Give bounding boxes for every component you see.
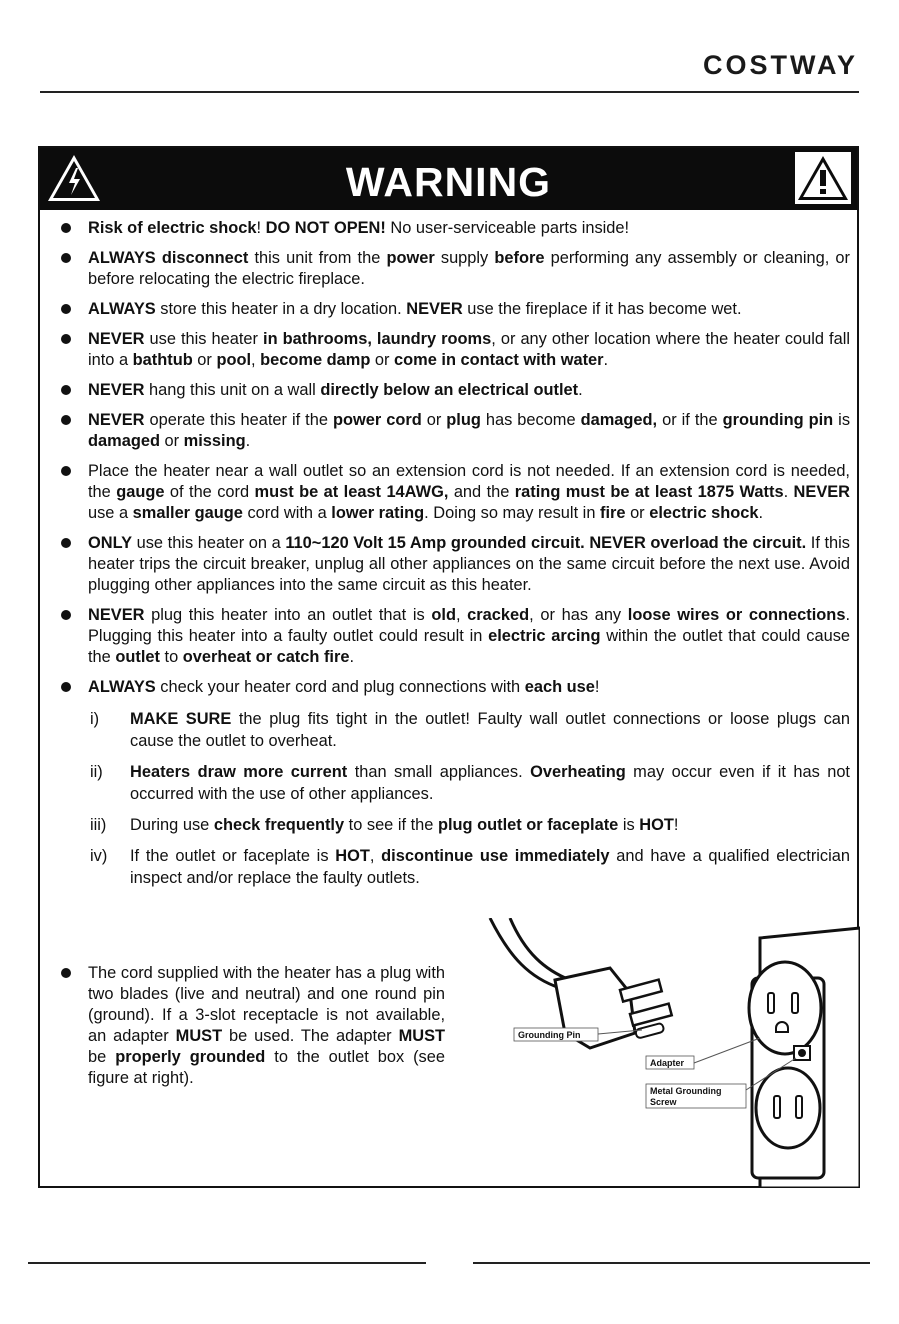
- sub-list-item: ii) Heaters draw more current than small appliances. Overheating may occur even if it has not occurred with the use of other appliances.: [90, 763, 850, 803]
- list-item: NEVER use this heater in bathrooms, laundry rooms, or any other location where the heater could fall into a bathtub or pool, become damp or come in contact with water.: [50, 329, 850, 371]
- sub-item-number: i): [90, 710, 100, 728]
- list-item: ALWAYS disconnect this unit from the power supply before performing any assembly or cleaning, or before relocating the electric fireplace.: [50, 248, 850, 290]
- bullet-icon: [61, 415, 71, 425]
- bullet-icon: [61, 334, 71, 344]
- bullet-icon: [61, 223, 71, 233]
- sub-list-item: iv) If the outlet or faceplate is HOT, discontinue use immediately and have a qualified electrician inspect and/or replace the faulty outlets.: [90, 847, 850, 887]
- metal-grounding-label: Metal Grounding: [650, 1086, 722, 1096]
- list-item: NEVER operate this heater if the power cord or plug has become damaged, or if the grounding pin is damaged or missing.: [50, 410, 850, 452]
- sub-list-item: iii) During use check frequently to see if the plug outlet or faceplate is HOT!: [90, 816, 679, 834]
- list-item: The cord supplied with the heater has a plug with two blades (live and neutral) and one round pin (ground). If a 3-slot receptacle is not available, an adapter MUST be used. The adapter MUST be properly grounded to the outlet box (see figure at right).: [50, 963, 445, 1089]
- bullet-icon: [61, 253, 71, 263]
- bullet-icon: [61, 538, 71, 548]
- bullet-icon: [61, 610, 71, 620]
- grounding-pin-label: Grounding Pin: [518, 1030, 581, 1040]
- list-item: Place the heater near a wall outlet so an extension cord is not needed. If an extension cord is needed, the gauge of the cord must be at least 14AWG, and the rating must be at least 1875 Watts. NEVER use a smaller gauge cord with a lower rating. Doing so may result in fire or electric shock.: [50, 461, 850, 524]
- list-item: Risk of electric shock! DO NOT OPEN! No user-serviceable parts inside!: [50, 218, 850, 239]
- brand-logo: COSTWAY: [702, 50, 858, 80]
- warning-title: WARNING: [345, 159, 552, 205]
- sub-item-number: iii): [90, 816, 107, 834]
- sub-item-number: iv): [90, 847, 108, 865]
- sub-list-item: i) MAKE SURE the plug fits tight in the outlet! Faulty wall outlet connections or loose plugs can cause the outlet to overheat.: [90, 710, 851, 750]
- warning-list: [50, 218, 850, 889]
- bullet-icon: [61, 968, 71, 978]
- sub-item-number: ii): [90, 763, 103, 781]
- screw-label: Screw: [650, 1097, 677, 1107]
- bullet-icon: [61, 682, 71, 692]
- adapter-label: Adapter: [650, 1058, 685, 1068]
- list-item: NEVER hang this unit on a wall directly below an electrical outlet.: [50, 380, 850, 401]
- list-item: ONLY use this heater on a 110~120 Volt 15 Amp grounded circuit. NEVER overload the circuit. If this heater trips the circuit breaker, unplug all other appliances on the same circuit before the next use. Avoid plugging other appliances into the same circuit as this heater.: [50, 533, 850, 596]
- warning-banner: [40, 148, 857, 210]
- bullet-icon: [61, 304, 71, 314]
- list-item: NEVER plug this heater into an outlet that is old, cracked, or has any loose wires or connections. Plugging this heater into a faulty outlet could result in electric arcing within the outlet that could cause the outlet to overheat or catch fire.: [50, 605, 850, 668]
- footer-divider-right: [473, 1262, 870, 1264]
- header-divider: [40, 91, 859, 93]
- warning-panel: [38, 146, 859, 1188]
- bullet-icon: [61, 466, 71, 476]
- footer-divider-left: [28, 1262, 426, 1264]
- bullet-icon: [61, 385, 71, 395]
- list-item: ALWAYS store this heater in a dry location. NEVER use the fireplace if it has become wet.: [50, 299, 850, 320]
- list-item: ALWAYS check your heater cord and plug connections with each use!: [50, 677, 850, 698]
- caution-exclamation-icon: [795, 152, 851, 204]
- adapter-note: [50, 963, 445, 1098]
- adapter-figure: [470, 918, 860, 1188]
